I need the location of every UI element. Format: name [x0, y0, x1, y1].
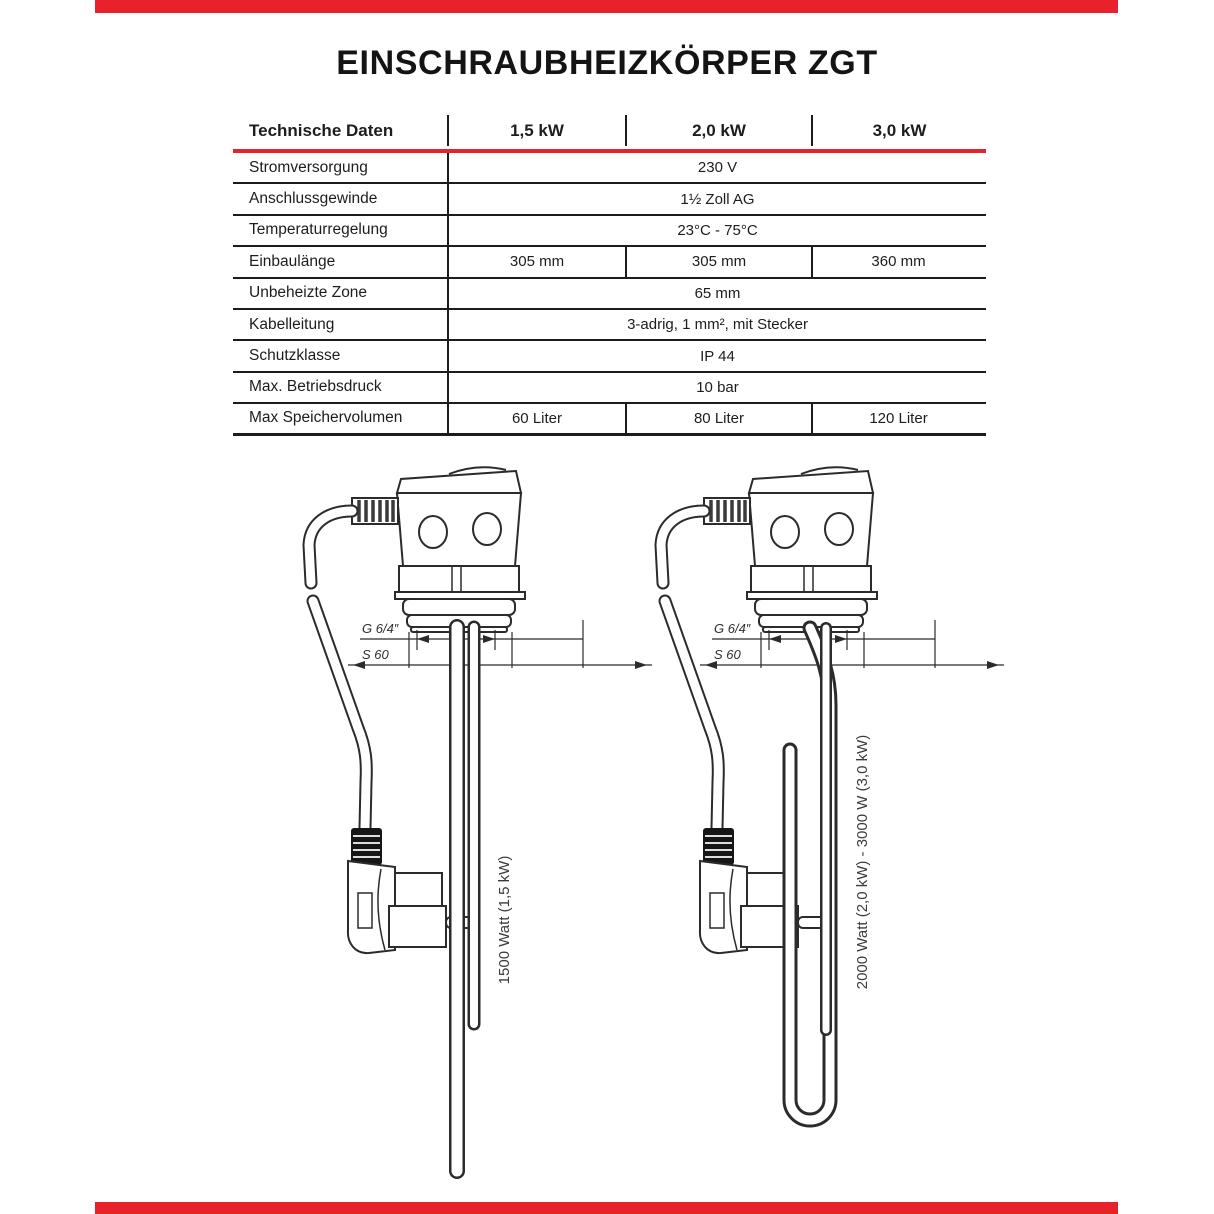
row-value: 65 mm: [447, 279, 986, 308]
row-label: Einbaulänge: [249, 252, 336, 270]
heating-rod-straight: [457, 627, 474, 1171]
table-row: [233, 279, 986, 310]
row-value: 10 bar: [447, 373, 986, 402]
row-label: Stromversorgung: [249, 158, 368, 176]
row-values: [447, 247, 986, 276]
table-row: [233, 341, 986, 372]
power-cable: [309, 511, 366, 828]
row-label: Max. Betriebsdruck: [249, 378, 382, 396]
table-row: [233, 247, 986, 278]
head-cap: [397, 467, 521, 493]
hex-nut: [399, 566, 519, 592]
bottom-red-bar: [95, 1202, 1118, 1214]
right-drawing-caption: 2000 Watt (2,0 kW) - 3000 W (3,0 kW): [854, 734, 871, 990]
technical-drawings: [0, 450, 1214, 1210]
table-row: [233, 153, 986, 184]
row-value-1: 60 Liter: [511, 409, 563, 427]
table-header-col-1: 1,5 kW: [447, 115, 625, 146]
table-row: [233, 373, 986, 404]
row-value: 23°C - 75°C: [447, 216, 986, 245]
plug-boot: [351, 828, 382, 865]
table-row: [233, 216, 986, 247]
row-label: Kabelleitung: [249, 315, 335, 333]
row-label: Unbeheizte Zone: [249, 284, 368, 302]
cable-gland: [352, 498, 398, 524]
table-row: [233, 184, 986, 215]
wrench-size-label: S 60: [362, 647, 389, 662]
heater-drawings-svg: [0, 450, 1214, 1210]
table-row: [233, 404, 986, 435]
table-header-row: [233, 112, 986, 149]
head-hole-right: [473, 513, 501, 545]
thread-size-label: G 6/4″: [362, 621, 399, 636]
row-label: Max Speichervolumen: [249, 409, 403, 427]
row-value: 1½ Zoll AG: [447, 184, 986, 213]
row-value: 3-adrig, 1 mm², mit Stecker: [447, 310, 986, 339]
tech-data-table: [233, 112, 986, 436]
row-label: Schutzklasse: [249, 347, 341, 365]
head-body: [397, 493, 521, 566]
row-value-3: 360 mm: [811, 247, 984, 276]
row-value: IP 44: [447, 341, 986, 370]
table-header-col-3: 3,0 kW: [811, 115, 986, 146]
left-drawing-caption: 1500 Watt (1,5 kW): [496, 855, 513, 985]
page-title: EINSCHRAUBHEIZKÖRPER ZGT: [336, 44, 878, 82]
heating-rod-hairpin: [790, 628, 830, 1120]
row-label: Anschlussgewinde: [249, 190, 378, 208]
table-header-col-2: 2,0 kW: [625, 115, 811, 146]
row-value-1: 305 mm: [509, 253, 565, 271]
top-red-bar: [95, 0, 1118, 13]
head-hole-left: [419, 516, 447, 548]
row-value-3: 120 Liter: [811, 404, 984, 432]
row-value-2: 305 mm: [625, 247, 811, 276]
table-header-label: Technische Daten: [249, 120, 394, 140]
row-value-2: 80 Liter: [625, 404, 811, 432]
row-values: [447, 404, 986, 432]
row-label: Temperaturregelung: [249, 221, 388, 239]
table-row: [233, 310, 986, 341]
row-value: 230 V: [447, 153, 986, 182]
